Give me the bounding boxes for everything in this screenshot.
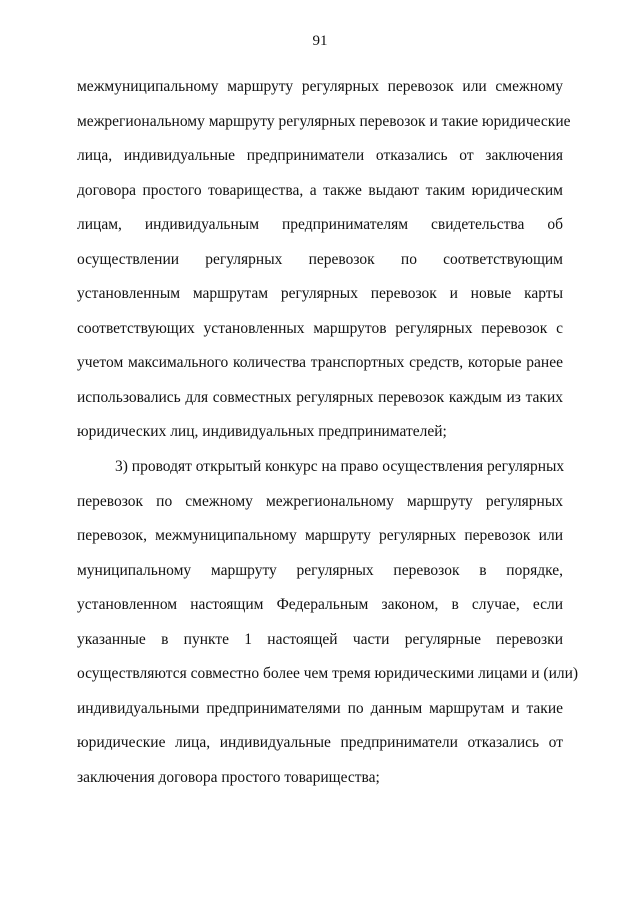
text-line: осуществлении регулярных перевозок по соответствующим [77, 250, 563, 268]
text-line: указанные в пункте 1 настоящей части регулярные перевозки [77, 630, 563, 648]
text-line: учетом максимального количества транспортных средств, которые ранее [77, 354, 563, 371]
text-line: установленном настоящим Федеральным законом, в случае, если [77, 596, 563, 613]
paragraph-1 [77, 70, 571, 450]
text-line: договора простого товарищества, а также выдают таким юридическим [77, 181, 563, 199]
paragraph-2 [77, 450, 579, 795]
text-line: юридических лиц, индивидуальных предпринимателей; [77, 423, 447, 440]
text-line: 3) проводят открытый конкурс на право осуществления регулярных [115, 458, 565, 475]
text-line: межмуниципальному маршруту регулярных перевозок или смежному [77, 78, 563, 95]
text-line: перевозок, межмуниципальному маршруту регулярных перевозок или [77, 527, 563, 544]
text-line: перевозок по смежному межрегиональному маршруту регулярных [77, 492, 563, 510]
text-line: соответствующих установленных маршрутов регулярных перевозок с [77, 319, 563, 337]
text-line: осуществляются совместно более чем тремя юридическими лицами и (или) [77, 665, 579, 682]
page-number: 91 [312, 33, 328, 49]
text-line: использовались для совместных регулярных перевозок каждым из таких [77, 388, 563, 406]
text-line: лицам, индивидуальным предпринимателям свидетельства об [77, 216, 563, 233]
text-line: индивидуальными предпринимателями по данным маршрутам и такие [77, 699, 563, 717]
text-line: муниципальному маршруту регулярных перевозок в порядке, [77, 561, 563, 579]
text-line: межрегиональному маршруту регулярных перевозок и такие юридические [77, 112, 571, 130]
text-line: лица, индивидуальные предприниматели отказались от заключения [77, 147, 563, 164]
text-line: заключения договора простого товарищества; [77, 768, 380, 786]
text-line: юридические лица, индивидуальные предприниматели отказались от [77, 734, 563, 751]
text-line: установленным маршрутам регулярных перевозок и новые карты [77, 285, 563, 302]
